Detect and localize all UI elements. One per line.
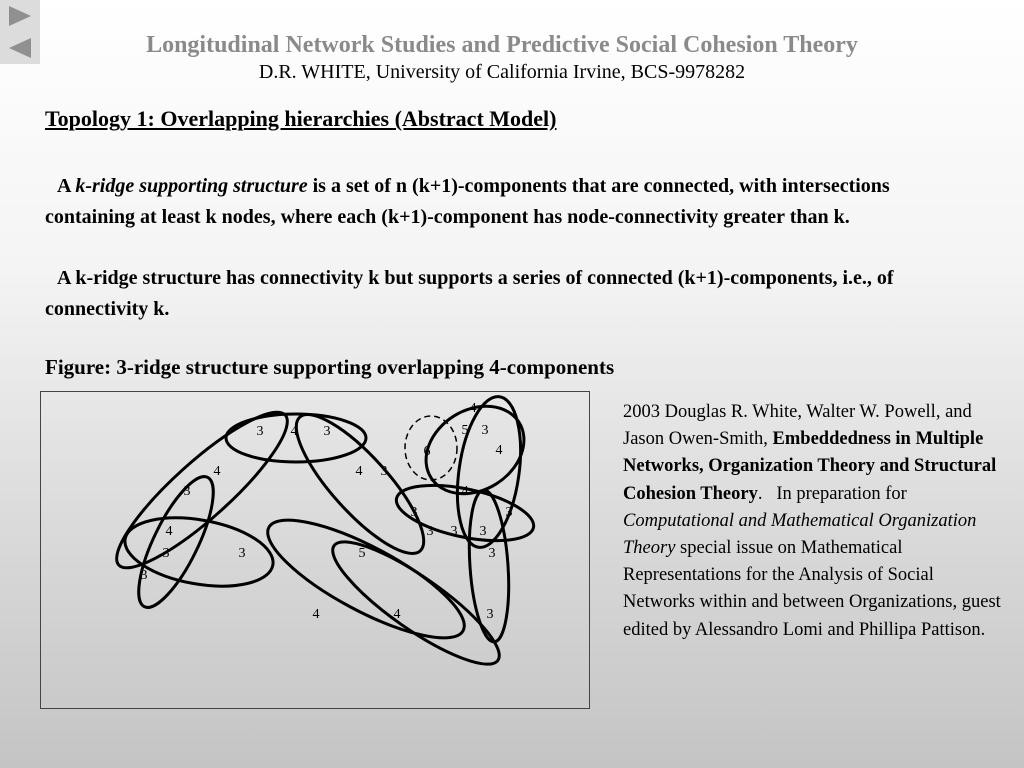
definition-lead: A	[57, 175, 76, 197]
node-label: 3	[488, 546, 496, 561]
citation-title: Embeddedness in Multiple Networks, Organization Theory and Structural Cohesion Theory	[623, 429, 997, 504]
node-label: 3	[140, 568, 148, 583]
citation-text	[623, 399, 1003, 644]
node-label: 5	[358, 546, 366, 561]
citation-period: .	[757, 483, 763, 504]
node-label: 4	[469, 401, 477, 416]
section-heading: Topology 1: Overlapping hierarchies (Abstract Model)	[45, 106, 557, 131]
node-label: 5	[461, 423, 469, 438]
citation-details: special issue on Mathematical Representations for the Analysis of Social Networks within and between Organizations, guest edited by Alessandro Lomi and Phillipa Pattison.	[623, 538, 1001, 640]
node-label: 3	[380, 464, 388, 479]
ridge-structure-diagram	[41, 392, 589, 708]
definition-body: is a set of n (k+1)-components that are connected, with intersections containing at least k nodes, where each (k+1)-component has node-connectivity greater than k.	[45, 175, 890, 228]
next-slide-button[interactable]	[0, 0, 40, 32]
definition-term: k-ridge supporting structure	[75, 175, 308, 197]
component-ellipse	[449, 393, 530, 552]
node-label: 3	[162, 546, 170, 561]
node-label: 3	[450, 524, 458, 539]
node-label: 3	[486, 607, 494, 622]
component-ellipse	[254, 499, 478, 659]
node-label: 3	[505, 505, 513, 520]
figure-caption: Figure: 3-ridge structure supporting overlapping 4-components	[45, 355, 615, 379]
connectivity-paragraph	[45, 263, 965, 325]
node-label: 3	[238, 546, 246, 561]
citation-prep: In preparation for	[776, 483, 907, 504]
node-label: 3	[323, 424, 331, 439]
node-label: 6	[423, 444, 431, 459]
citation-authors: 2003 Douglas R. White, Walter W. Powell, and Jason Owen-Smith,	[623, 402, 972, 450]
node-label: 4	[312, 607, 320, 622]
citation-journal: Computational and Mathematical Organization Theory	[623, 510, 977, 559]
node-label: 3	[479, 524, 487, 539]
slide-title: Longitudinal Network Studies and Predictive Social Cohesion Theory	[146, 32, 858, 58]
component-ellipse-inner	[405, 416, 457, 480]
node-label: 4	[495, 443, 503, 458]
node-label: 4	[290, 424, 298, 439]
play-right-triangle-icon	[7, 4, 33, 28]
component-ellipse	[125, 468, 228, 617]
node-label: 4	[355, 464, 363, 479]
node-label: 4	[461, 484, 469, 499]
node-label: 3	[256, 424, 264, 439]
node-label: 4	[213, 464, 221, 479]
node-label: 4	[165, 524, 173, 539]
ridge-structure-figure	[40, 391, 590, 709]
node-label: 4	[393, 607, 401, 622]
node-label: 3	[481, 423, 489, 438]
node-label: 3	[410, 505, 418, 520]
connectivity-text: A k-ridge structure has connectivity k but supports a series of connected (k+1)-components, i.e., of connectivity k.	[45, 267, 894, 320]
node-label: 3	[183, 484, 191, 499]
component-ellipse	[120, 507, 279, 596]
slide-subtitle: D.R. WHITE, University of California Irvine, BCS-9978282	[258, 61, 746, 83]
definition-paragraph	[45, 171, 965, 233]
node-label: 3	[426, 524, 434, 539]
